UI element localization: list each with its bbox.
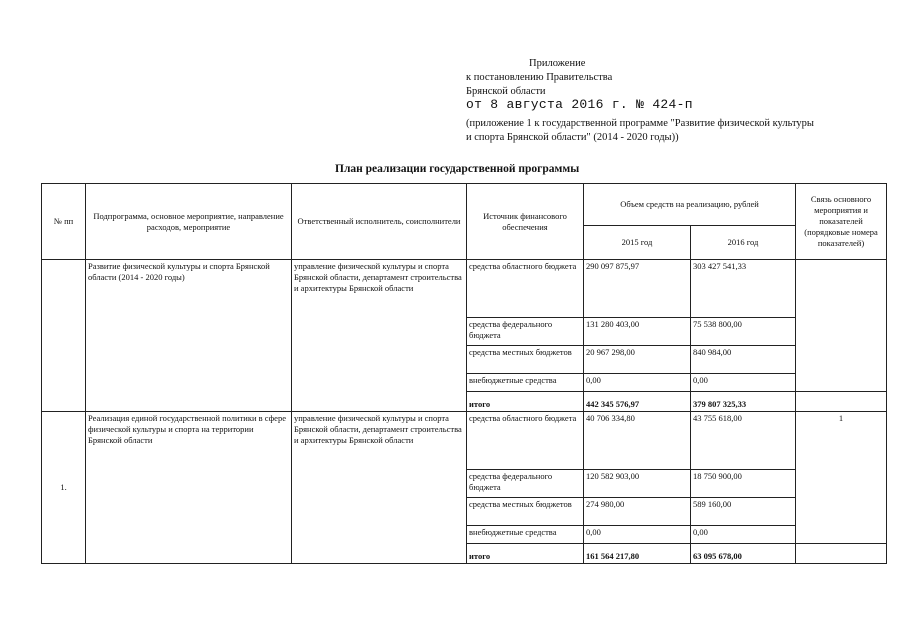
amount-2015: 0,00 <box>584 526 691 544</box>
header-line-1: Приложение <box>529 58 586 69</box>
amount-2015: 40 706 334,80 <box>584 412 691 470</box>
amount-2015: 274 980,00 <box>584 498 691 526</box>
indicator-link: 1 <box>796 412 887 544</box>
amount-2016: 63 095 678,00 <box>691 544 796 564</box>
program-name: Реализация единой государственной политики в сфере физической культуры и спорта на территории Брянской области <box>86 412 292 564</box>
header-line-2: к постановлению Правительства <box>466 72 613 83</box>
amount-2015: 290 097 875,97 <box>584 260 691 318</box>
amount-2016: 589 160,00 <box>691 498 796 526</box>
row-number <box>42 260 86 412</box>
row-number: 1. <box>42 412 86 564</box>
amount-2016: 303 427 541,33 <box>691 260 796 318</box>
indicator-link-empty <box>796 392 887 412</box>
header-line-5: (приложение 1 к государственной программе "Развитие физической культуры <box>466 118 814 129</box>
amount-2015: 131 280 403,00 <box>584 318 691 346</box>
funding-source: итого <box>467 392 584 412</box>
header-date-line: от 8 августа 2016 г. № 424-п <box>466 97 693 112</box>
funding-source: средства федерального бюджета <box>467 318 584 346</box>
funding-source: средства местных бюджетов <box>467 346 584 374</box>
col-header-program: Подпрограмма, основное мероприятие, направление расходов, мероприятие <box>86 184 292 260</box>
amount-2016: 75 538 800,00 <box>691 318 796 346</box>
program-name: Развитие физической культуры и спорта Брянской области (2014 - 2020 годы) <box>86 260 292 412</box>
funding-source: средства областного бюджета <box>467 412 584 470</box>
col-header-2015: 2015 год <box>584 226 691 260</box>
table-row <box>42 260 887 318</box>
amount-2015: 442 345 576,97 <box>584 392 691 412</box>
col-header-source: Источник финансового обеспечения <box>467 184 584 260</box>
header-line-6: и спорта Брянской области" (2014 - 2020 годы)) <box>466 132 679 143</box>
amount-2016: 18 750 900,00 <box>691 470 796 498</box>
amount-2015: 20 967 298,00 <box>584 346 691 374</box>
amount-2015: 0,00 <box>584 374 691 392</box>
amount-2016: 379 807 325,33 <box>691 392 796 412</box>
executor-name: управление физической культуры и спорта Брянской области, департамент строительства и архитектуры Брянской области <box>292 412 467 564</box>
col-header-executor: Ответственный исполнитель, соисполнители <box>292 184 467 260</box>
amount-2016: 0,00 <box>691 374 796 392</box>
amount-2016: 43 755 618,00 <box>691 412 796 470</box>
plan-table <box>41 183 887 564</box>
amount-2016: 0,00 <box>691 526 796 544</box>
funding-source: средства федерального бюджета <box>467 470 584 498</box>
header-line-3: Брянской области <box>466 86 546 97</box>
indicator-link <box>796 260 887 392</box>
amount-2015: 161 564 217,80 <box>584 544 691 564</box>
amount-2015: 120 582 903,00 <box>584 470 691 498</box>
funding-source: внебюджетные средства <box>467 374 584 392</box>
col-header-2016: 2016 год <box>691 226 796 260</box>
funding-source: итого <box>467 544 584 564</box>
executor-name: управление физической культуры и спорта Брянской области, департамент строительства и архитектуры Брянской области <box>292 260 467 412</box>
document-title: План реализации государственной программы <box>335 163 580 175</box>
header-row <box>42 184 887 226</box>
funding-source: внебюджетные средства <box>467 526 584 544</box>
col-header-num: № пп <box>42 184 86 260</box>
col-header-volume: Объем средств на реализацию, рублей <box>584 184 796 226</box>
funding-source: средства областного бюджета <box>467 260 584 318</box>
indicator-link-empty <box>796 544 887 564</box>
col-header-link: Связь основного мероприятия и показателей (порядковые номера показателей) <box>796 184 887 260</box>
table-row <box>42 412 887 470</box>
funding-source: средства местных бюджетов <box>467 498 584 526</box>
amount-2016: 840 984,00 <box>691 346 796 374</box>
